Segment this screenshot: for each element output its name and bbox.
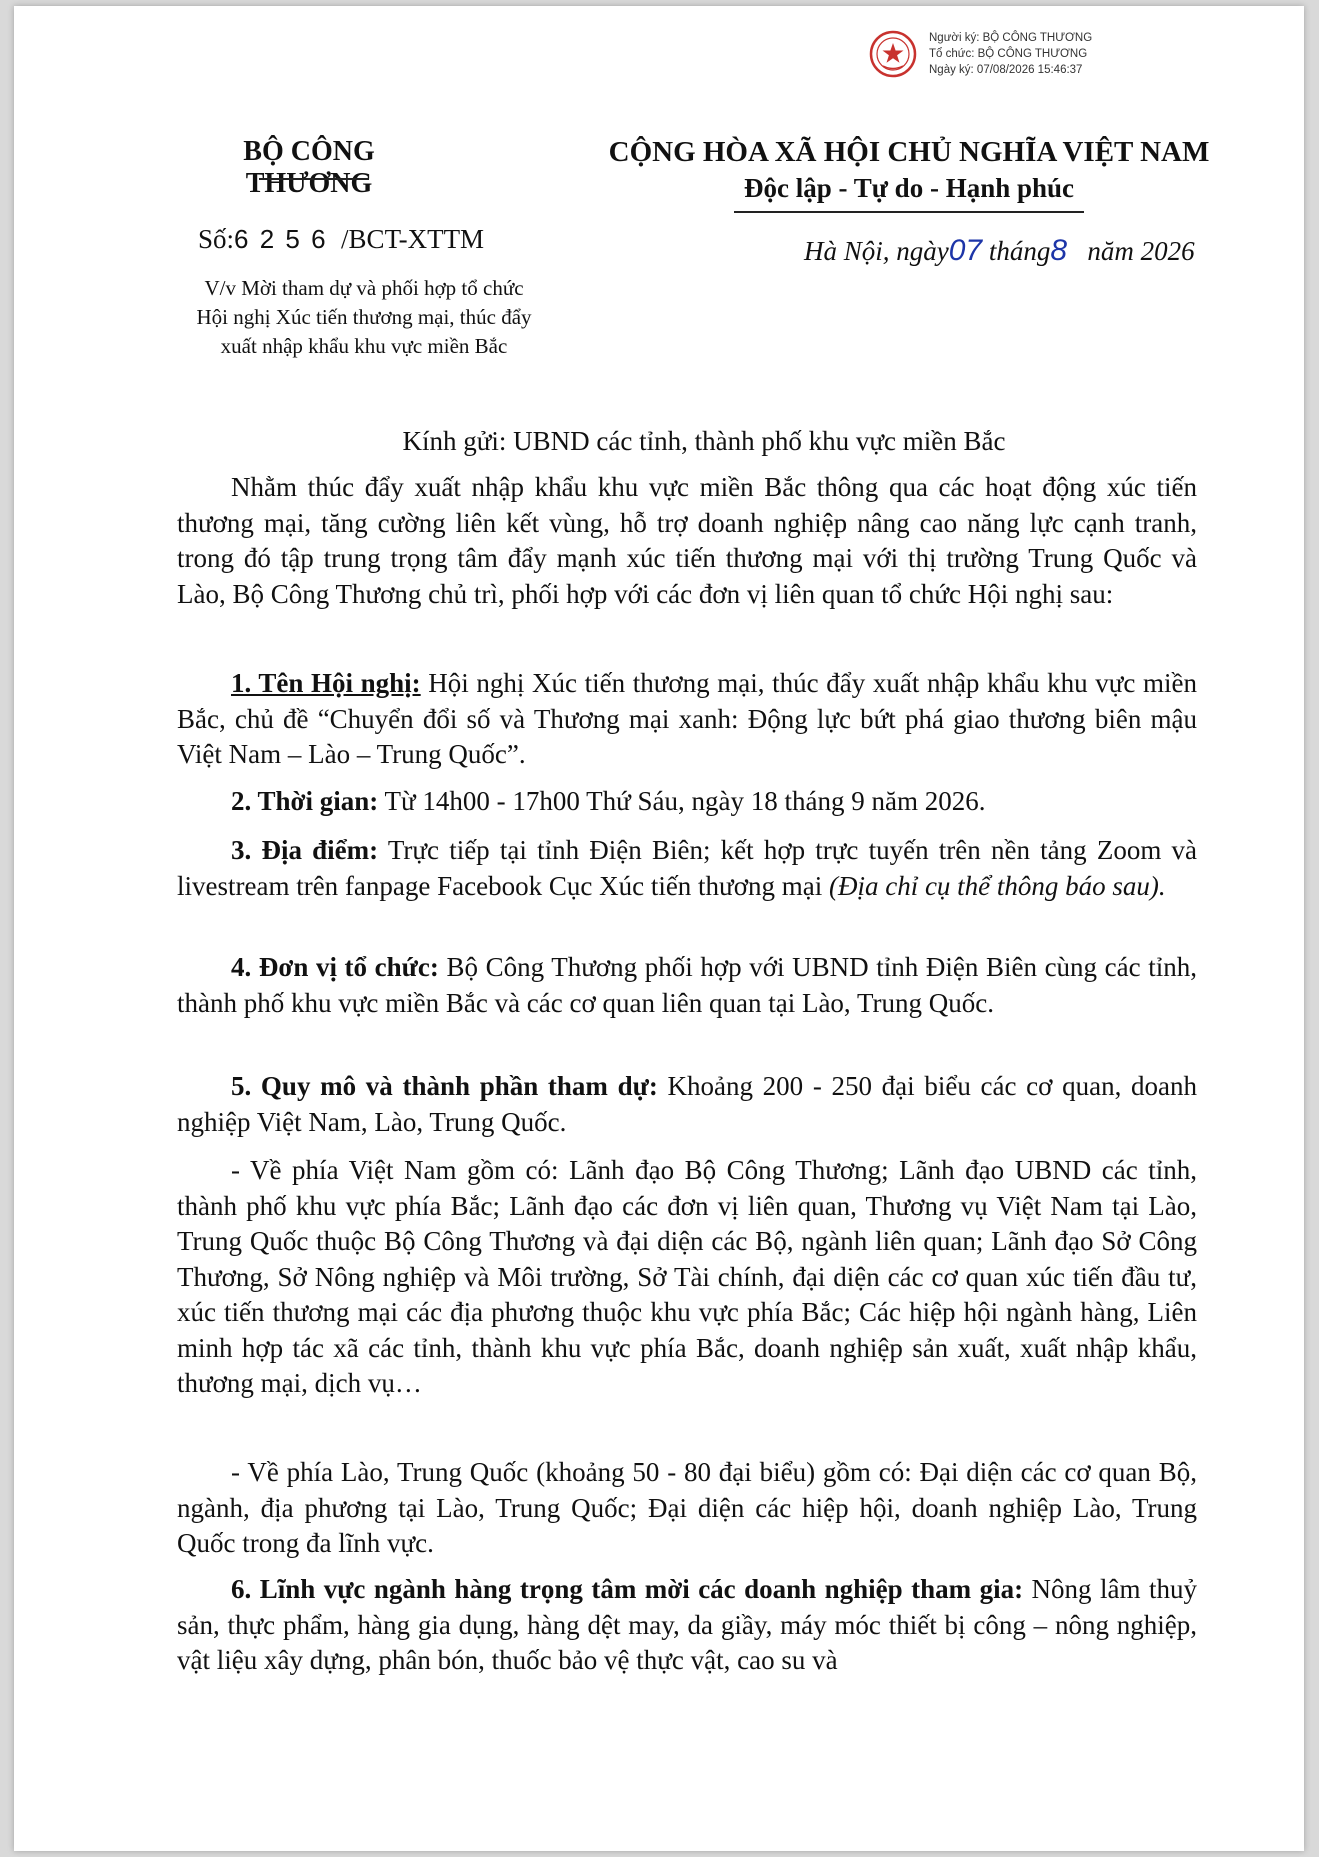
doc-number-value: 6 2 5 6: [234, 224, 328, 254]
subject-line: V/v Mời tham dự và phối hợp tổ chức: [204, 276, 524, 300]
national-title: CỘNG HÒA XÃ HỘI CHỦ NGHĨA VIỆT NAM: [608, 136, 1210, 168]
subject-line: xuất nhập khẩu khu vực miền Bắc: [220, 334, 508, 358]
item-label: 3. Địa điểm:: [231, 835, 379, 865]
issuing-organization: BỘ CÔNG THƯƠNG: [243, 136, 375, 199]
signer: Người ký: BỘ CÔNG THƯƠNG: [929, 32, 1093, 44]
document-number: [198, 224, 484, 255]
item-text: Trực tiếp tại tỉnh Điện Biên; kết hợp trực tuyến trên nền tảng Zoom và livestream trên fanpage Facebook Cục Xúc tiến thương mại: [177, 835, 1198, 901]
doc-number-prefix: Số:: [198, 224, 235, 254]
item-label: 4. Đơn vị tổ chức:: [231, 952, 439, 982]
item-label: 6. Lĩnh vực ngành hàng trọng tâm mời các doanh nghiệp tham gia:: [231, 1574, 1024, 1604]
item-label: 5. Quy mô và thành phần tham dự:: [231, 1071, 658, 1101]
digital-signature-info: [929, 30, 1092, 78]
divider: [734, 211, 1084, 213]
date-month: 8: [1050, 234, 1068, 267]
item-vietnam-participants: - Về phía Việt Nam gồm có: Lãnh đạo Bộ Công Thương; Lãnh đạo UBND các tỉnh, thành phố khu vực phía Bắc; Lãnh đạo các đơn vị liên quan, Thương vụ Việt Nam tại Lào, Trung Quốc thuộc Bộ Công Thương và đại diện các Bộ, ngành liên quan; Lãnh đạo Sở Công Thương, Sở Nông nghiệp và Môi trường, Sở Tài chính, đại diện các cơ quan xúc tiến đầu tư, xúc tiến thương mại các địa phương thuộc khu vực phía Bắc; Các hiệp hội ngành hàng, Liên minh hợp tác xã các tỉnh, thành khu vực phía Bắc, doanh nghiệp sản xuất, xuất nhập khẩu, thương mại, dịch vụ…: [177, 1155, 1197, 1398]
item-organizer: [177, 950, 1197, 1021]
date-month-label: tháng: [988, 236, 1051, 266]
item-text: Bộ Công Thương phối hợp với UBND tỉnh Điện Biên cùng các tỉnh, thành phố khu vực miền Bắc và các cơ quan liên quan tại Lào, Trung Quốc.: [177, 952, 1197, 1018]
item-scale: [177, 1069, 1197, 1140]
item-label: 1. Tên Hội nghị:: [231, 668, 421, 698]
salutation: Kính gửi: UBND các tỉnh, thành phố khu vực miền Bắc: [402, 426, 1006, 456]
item-time: [177, 784, 1197, 820]
issue-date: [804, 234, 1195, 268]
doc-number-suffix: /BCT-XTTM: [341, 224, 485, 254]
item-italic-note: (Địa chỉ cụ thể thông báo sau).: [828, 870, 1166, 901]
item-sectors: [177, 1572, 1197, 1679]
item-conference-name: [177, 666, 1197, 773]
seal-icon: [869, 30, 917, 78]
divider: [259, 178, 369, 180]
item-text: Từ 14h00 - 17h00 Thứ Sáu, ngày 18 tháng 9 năm 2026.: [378, 786, 986, 816]
item-text: Hội nghị Xúc tiến thương mại, thúc đẩy xuất nhập khẩu khu vực miền Bắc, chủ đề “Chuyển đổi số và Thương mại xanh: Động lực bứt phá giao thương biên mậu Việt Nam – Lào – Trung Quốc”.: [177, 668, 1197, 769]
national-motto: Độc lập - Tự do - Hạnh phúc: [743, 173, 1075, 203]
subject-line: Hội nghị Xúc tiến thương mại, thúc đẩy: [196, 305, 532, 329]
item-label: 2. Thời gian:: [231, 786, 379, 816]
item-text: Nông lâm thuỷ sản, thực phẩm, hàng gia dụng, hàng dệt may, da giầy, máy móc thiết bị công – nông nghiệp, vật liệu xây dựng, phân bón, thuốc bảo vệ thực vật, cao su và: [177, 1574, 1197, 1675]
date-year: năm 2026: [1087, 236, 1195, 266]
item-venue: [177, 833, 1197, 904]
signer-organization: Tổ chức: BỘ CÔNG THƯƠNG: [929, 48, 1088, 60]
document-page: [14, 6, 1304, 1851]
item-laos-china-participants: - Về phía Lào, Trung Quốc (khoảng 50 - 80 đại biểu) gồm có: Đại diện các cơ quan Bộ, ngành, địa phương tại Lào, Trung Quốc; Đại diện các hiệp hội, doanh nghiệp Lào, Trung Quốc trong đa lĩnh vực.: [177, 1457, 1197, 1558]
item-text: Khoảng 200 - 250 đại biểu các cơ quan, doanh nghiệp Việt Nam, Lào, Trung Quốc.: [177, 1071, 1197, 1137]
document-subject: [154, 274, 574, 361]
intro-paragraph: Nhằm thúc đẩy xuất nhập khẩu khu vực miền Bắc thông qua các hoạt động xúc tiến thương mại, tăng cường liên kết vùng, hỗ trợ doanh nghiệp nâng cao năng lực cạnh tranh, trong đó tập trung trọng tâm đẩy mạnh xúc tiến thương mại với thị trường Trung Quốc và Lào, Bộ Công Thương chủ trì, phối hợp với các đơn vị liên quan tổ chức Hội nghị sau:: [177, 472, 1197, 609]
date-place: Hà Nội, ngày: [804, 236, 949, 266]
date-day: 07: [948, 234, 983, 267]
signed-date: Ngày ký: 07/08/2026 15:46:37: [929, 64, 1083, 76]
